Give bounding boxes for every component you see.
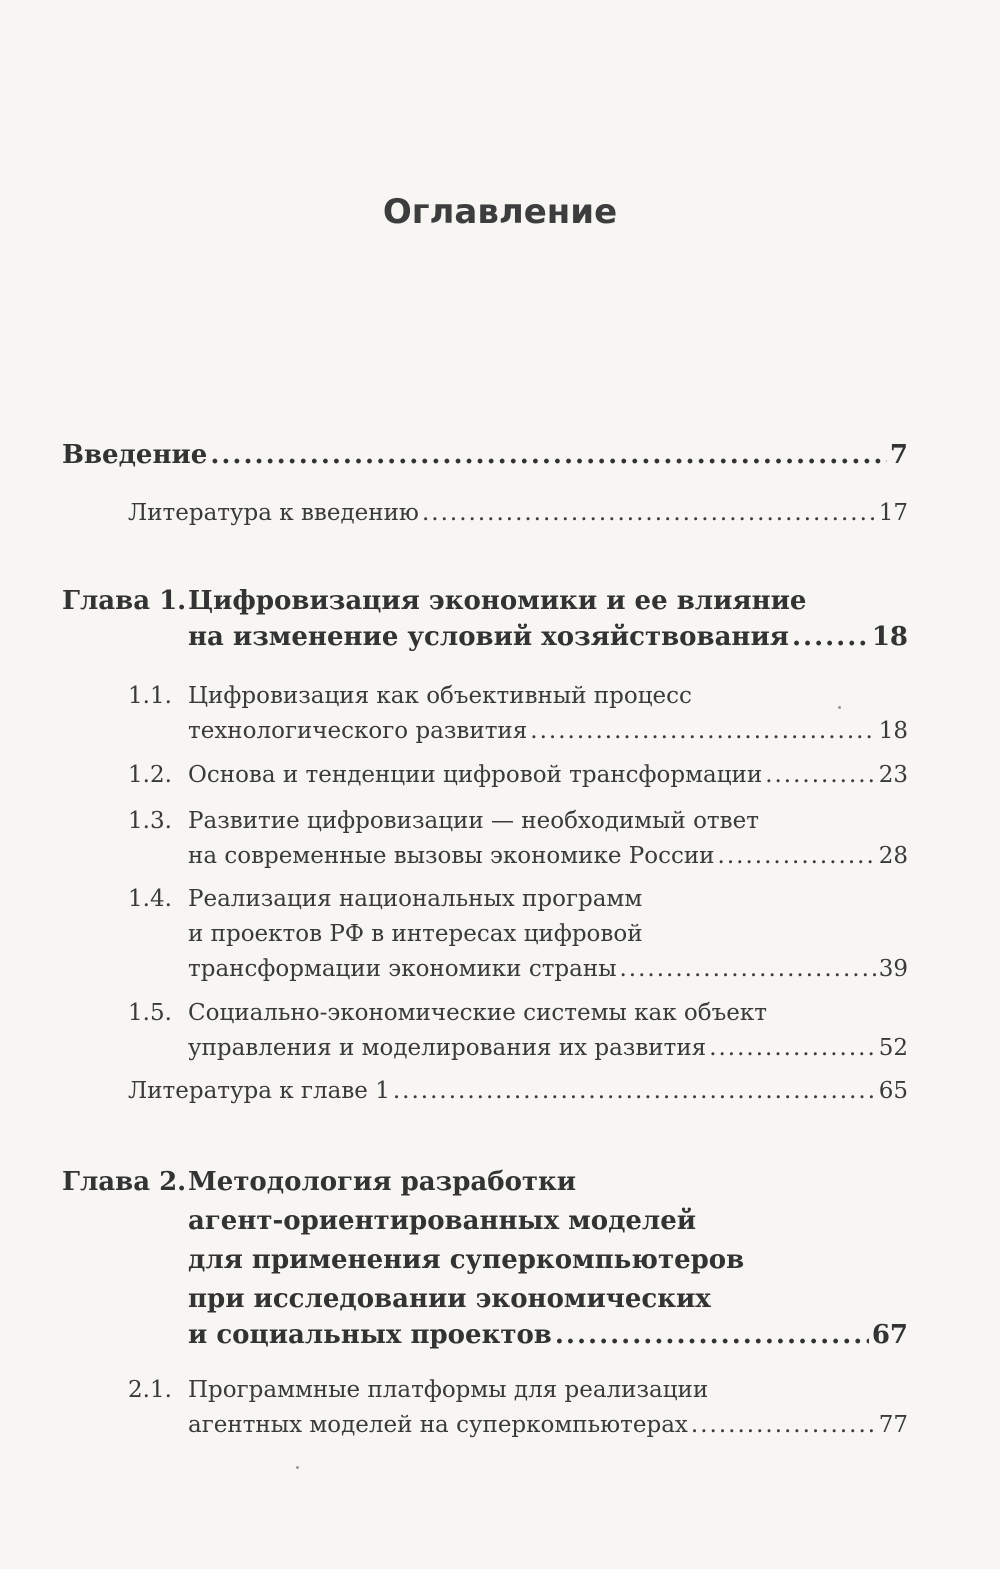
toc-entry-label: управления и моделирования их развития (188, 1035, 707, 1061)
toc-entry-section-1-3[interactable] (188, 843, 908, 869)
section-title-line[interactable]: Программные платформы для реализации (188, 1377, 709, 1403)
section-title-line[interactable]: и проектов РФ в интересах цифровой (188, 921, 643, 947)
toc-entry-label: и социальных проектов (188, 1320, 552, 1350)
chapter-2-title-line[interactable]: для применения суперкомпьютеров (188, 1245, 745, 1275)
toc-entry-chapter-2[interactable] (188, 1320, 908, 1350)
page-number: 23 (878, 762, 908, 788)
dot-leader (422, 500, 876, 526)
page-number: 52 (878, 1035, 908, 1061)
section-number: 2.1. (128, 1377, 172, 1403)
toc-entry-label: технологического развития (188, 718, 528, 744)
toc-entry-section-1-2[interactable] (188, 762, 908, 788)
dot-leader (555, 1320, 869, 1350)
print-speck (838, 706, 841, 709)
dot-leader (709, 1035, 876, 1061)
page-number: 77 (878, 1412, 908, 1438)
section-title-line[interactable]: Цифровизация как объективный процесс (188, 683, 692, 709)
toc-entry-label: на современные вызовы экономике России (188, 843, 715, 869)
page-title: Оглавление (382, 192, 618, 232)
dot-leader (530, 718, 875, 744)
toc-entry-section-1-1[interactable] (188, 718, 908, 744)
section-title-line[interactable]: Реализация национальных программ (188, 886, 643, 912)
page-number: 39 (878, 956, 908, 982)
dot-leader (210, 440, 887, 470)
toc-entry-section-1-5[interactable] (188, 1035, 908, 1061)
toc-entry-label: Литература к главе 1 (128, 1078, 390, 1104)
toc-entry-label: Литература к введению (128, 500, 419, 526)
chapter-1-prefix: Глава 1. (62, 586, 187, 616)
toc-entry-label: Основа и тенденции цифровой трансформации (188, 762, 763, 788)
dot-leader (691, 1412, 876, 1438)
toc-entry-chapter-1[interactable] (188, 622, 908, 652)
page-number: 7 (889, 440, 908, 470)
chapter-2-title-line[interactable]: при исследовании экономических (188, 1284, 711, 1314)
chapter-2-prefix: Глава 2. (62, 1167, 187, 1197)
toc-entry-label: на изменение условий хозяйствования (188, 622, 789, 652)
toc-entry-section-1-4[interactable] (188, 956, 908, 982)
dot-leader (718, 843, 876, 869)
toc-entry-chapter-1-literature[interactable] (128, 1078, 908, 1104)
section-number: 1.5. (128, 1000, 172, 1026)
dot-leader (792, 622, 869, 652)
dot-leader (393, 1078, 876, 1104)
chapter-2-title-line[interactable]: Методология разработки (188, 1167, 577, 1197)
page-number: 18 (871, 622, 908, 652)
toc-entry-label: трансформации экономики страны (188, 956, 617, 982)
chapter-1-title-line[interactable]: Цифровизация экономики и ее влияние (188, 586, 807, 616)
page-number: 67 (871, 1320, 908, 1350)
dot-leader (765, 762, 876, 788)
page-number: 65 (878, 1078, 908, 1104)
toc-entry-intro[interactable] (62, 440, 908, 470)
page-number: 28 (878, 843, 908, 869)
dot-leader (620, 956, 876, 982)
section-number: 1.4. (128, 886, 172, 912)
section-number: 1.3. (128, 808, 172, 834)
chapter-2-title-line[interactable]: агент-ориентированных моделей (188, 1206, 697, 1236)
section-number: 1.1. (128, 683, 172, 709)
toc-entry-intro-literature[interactable] (128, 500, 908, 526)
toc-entry-label: Введение (62, 440, 208, 470)
section-title-line[interactable]: Развитие цифровизации — необходимый ответ (188, 808, 759, 834)
toc-entry-section-2-1[interactable] (188, 1412, 908, 1438)
print-speck (296, 1466, 299, 1469)
page-number: 17 (878, 500, 908, 526)
toc-entry-label: агентных моделей на суперкомпьютерах (188, 1412, 688, 1438)
section-number: 1.2. (128, 762, 172, 788)
page-number: 18 (878, 718, 908, 744)
section-title-line[interactable]: Социально-экономические системы как объект (188, 1000, 767, 1026)
